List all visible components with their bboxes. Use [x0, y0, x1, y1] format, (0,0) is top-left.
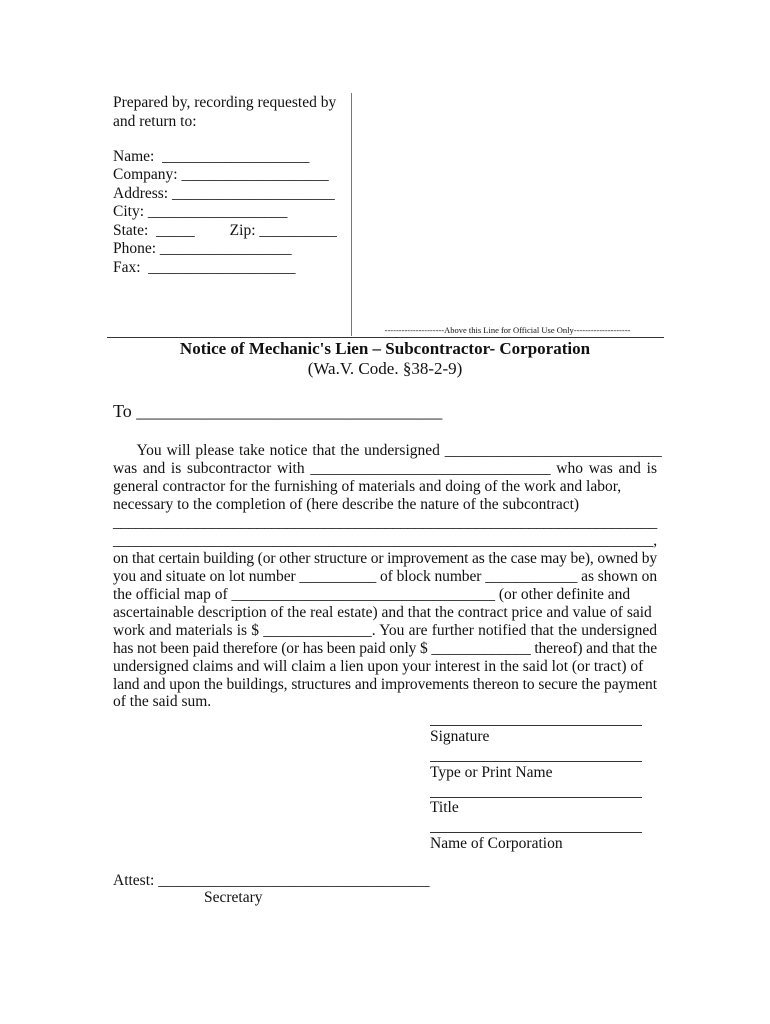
company-field[interactable]: Company: ___________________	[113, 166, 329, 183]
body-line[interactable]: was and is subcontractor with _______________________________ who was and is	[113, 460, 657, 477]
body-line[interactable]: _______________________________________________________________________,	[113, 532, 657, 549]
address-field[interactable]: Address: _____________________	[113, 185, 335, 202]
signature-label: Signature	[430, 728, 490, 745]
signature-line[interactable]	[430, 725, 642, 726]
corporation-label: Name of Corporation	[430, 835, 563, 852]
body-line[interactable]: You will please take notice that the undersigned ____________________________	[113, 442, 662, 459]
body-line: on that certain building (or other structure or improvement as the case may be), owned by	[113, 550, 657, 567]
city-field[interactable]: City: __________________	[113, 203, 288, 220]
name-field[interactable]: Name: ___________________	[113, 148, 310, 165]
body-line: ascertainable description of the real estate) and that the contract price and value of said	[113, 604, 652, 621]
fax-field[interactable]: Fax: ___________________	[113, 259, 296, 276]
state-zip-field[interactable]: State: _____ Zip: __________	[113, 222, 337, 239]
attest-field[interactable]: Attest: ___________________________________	[113, 872, 430, 889]
document-title: Notice of Mechanic's Lien – Subcontractor- Corporation	[179, 339, 591, 358]
body-line[interactable]: you and situate on lot number __________ of block number ____________ as shown on	[113, 568, 657, 585]
secretary-label: Secretary	[204, 889, 263, 906]
header-divider-vertical	[351, 93, 352, 336]
to-field[interactable]: To __________________________________	[113, 401, 443, 421]
phone-field[interactable]: Phone: _________________	[113, 240, 292, 257]
body-line: necessary to the completion of (here describe the nature of the subcontract)	[113, 496, 580, 513]
header-divider-horizontal	[107, 337, 664, 338]
body-line: general contractor for the furnishing of materials and doing of the work and labor,	[113, 478, 622, 495]
title-label: Title	[430, 799, 459, 816]
body-line[interactable]: the official map of __________________________________ (or other definite and	[113, 586, 631, 603]
corporation-line[interactable]	[430, 832, 642, 833]
code-reference: (Wa.V. Code. §38-2-9)	[307, 359, 463, 378]
body-line[interactable]: ________________________________________________________________________	[113, 514, 658, 531]
print-name-label: Type or Print Name	[430, 764, 553, 781]
body-line: land and upon the buildings, structures and improvements thereon to secure the payment	[113, 676, 657, 693]
prepared-by-line-2: and return to:	[113, 113, 197, 130]
title-line[interactable]	[430, 797, 642, 798]
body-line[interactable]: work and materials is $ ______________. You are further notified that the undersigned	[113, 622, 657, 639]
body-line[interactable]: has not been paid therefore (or has been paid only $ _____________ thereof) and that the	[113, 640, 657, 657]
print-name-line[interactable]	[430, 761, 642, 762]
prepared-by-line-1: Prepared by, recording requested by	[113, 94, 337, 111]
body-line: of the said sum.	[113, 693, 212, 710]
body-line: undersigned claims and will claim a lien upon your interest in the said lot (or tract) of	[113, 658, 644, 675]
official-use-label: ---------------------Above this Line for Official Use Only--------------------	[384, 325, 631, 335]
